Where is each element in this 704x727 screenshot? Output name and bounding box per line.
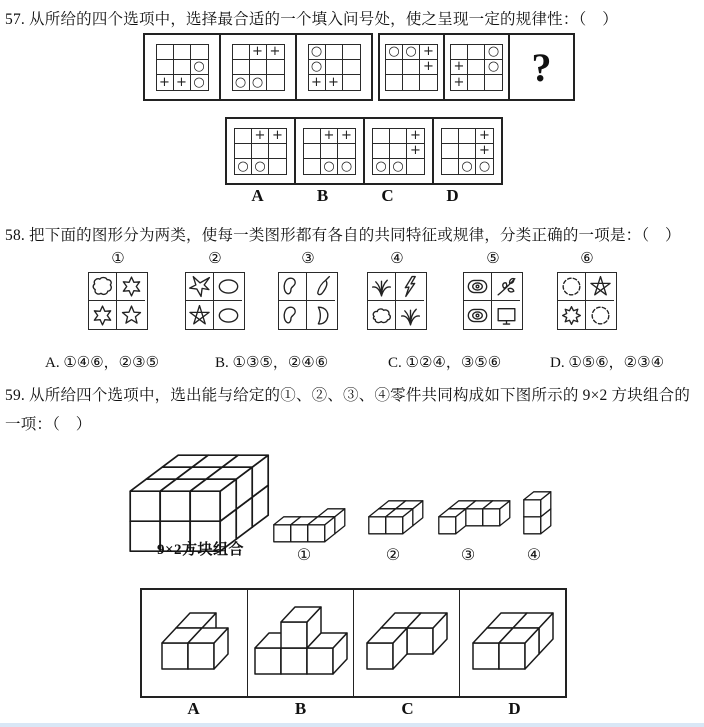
- plus-symbol: +: [451, 60, 468, 75]
- empty-cell: [343, 60, 360, 75]
- question-mark: ?: [531, 44, 552, 90]
- empty-cell: [373, 144, 390, 159]
- empty-cell: [157, 45, 174, 60]
- empty-cell: [267, 60, 284, 75]
- empty-cell: [459, 129, 476, 144]
- q57-sequence-grid-2: [219, 33, 297, 101]
- empty-cell: [420, 75, 437, 90]
- plus-symbol: +: [267, 45, 284, 60]
- plus-symbol: +: [407, 129, 424, 144]
- q59-piece-3-figure: [436, 498, 513, 542]
- empty-cell: [174, 60, 191, 75]
- q58-figure-6: [557, 250, 617, 330]
- pentagram-icon: [588, 274, 613, 299]
- q58-figure-5-number: ⑤: [486, 251, 500, 267]
- footer-strip: [0, 723, 704, 727]
- kidney-icon: [280, 274, 305, 299]
- plant-icon: [369, 274, 394, 299]
- empty-cell: [343, 75, 360, 90]
- shape-cell: [214, 301, 242, 329]
- empty-cell: [442, 129, 459, 144]
- pentagram-icon: [187, 303, 212, 328]
- q59-option-d-figure: [459, 590, 565, 696]
- q59-piece-3-label: ③: [460, 547, 476, 564]
- q57-answer-row: [225, 117, 503, 185]
- q57-sequence-right-group: [378, 33, 575, 101]
- plus-symbol: +: [321, 129, 338, 144]
- empty-cell: [321, 144, 338, 159]
- empty-cell: [403, 75, 420, 90]
- q59-piece-2-figure: [366, 498, 426, 542]
- star6-icon: [119, 274, 144, 299]
- circle-symbol: ○: [478, 158, 491, 174]
- q58-figure-2: [185, 250, 245, 330]
- shape-cell: [279, 273, 307, 301]
- plant-icon: [398, 303, 423, 328]
- q57-sequence-grid-3: [295, 33, 373, 101]
- q57-sequence-left-group: [143, 33, 373, 101]
- q57-option-a-figure: [225, 117, 296, 185]
- empty-cell: [459, 144, 476, 159]
- empty-cell: [468, 45, 485, 60]
- q59-main-block-label: 9×2方块组合: [157, 542, 245, 558]
- empty-cell: [468, 75, 485, 90]
- empty-cell: [326, 60, 343, 75]
- cube-drawing: [364, 610, 450, 672]
- q59-piece-4-label: ④: [526, 547, 542, 564]
- circle-symbol: ○: [309, 45, 326, 60]
- empty-cell: [191, 45, 208, 60]
- empty-cell: [451, 45, 468, 60]
- empty-cell: [304, 129, 321, 144]
- q59-piece-1-label: ①: [296, 547, 312, 564]
- q57-sequence-grid-4: [378, 33, 445, 101]
- q57-question-mark-box: [508, 33, 575, 101]
- star5-icon: [119, 303, 144, 328]
- q57-sequence-grid-5: [443, 33, 510, 101]
- lightning-icon: [398, 274, 423, 299]
- q58-figure-6-number: ⑥: [580, 251, 594, 267]
- shape-cell: [368, 301, 396, 329]
- plus-symbol: +: [476, 129, 493, 144]
- circle-symbol: ○: [403, 45, 420, 60]
- q57-option-d-figure: [432, 117, 503, 185]
- cloud-icon: [369, 303, 394, 328]
- empty-cell: [174, 45, 191, 60]
- empty-cell: [407, 159, 424, 174]
- shape-cell: [586, 273, 614, 301]
- circle-symbol: ○: [235, 159, 252, 174]
- q58-figure-5: [463, 250, 523, 330]
- circle-symbol: ○: [485, 60, 502, 75]
- circle-symbol: ○: [252, 159, 269, 174]
- monitor-icon: [494, 303, 519, 328]
- empty-cell: [343, 45, 360, 60]
- shape-cell: [492, 301, 520, 329]
- empty-cell: [252, 144, 269, 159]
- circle-symbol: ○: [373, 159, 390, 174]
- empty-cell: [326, 45, 343, 60]
- empty-cell: [304, 144, 321, 159]
- q58-figure-2-number: ②: [208, 251, 222, 267]
- plus-symbol: +: [451, 75, 468, 90]
- plus-symbol: +: [326, 75, 343, 90]
- q59-option-labels: [140, 699, 568, 719]
- plus-symbol: +: [476, 144, 493, 159]
- wreath-icon: [588, 303, 613, 328]
- shape-cell: [307, 273, 335, 301]
- q58-figure-4: [367, 250, 427, 330]
- shape-cell: [186, 273, 214, 301]
- plus-symbol: +: [420, 60, 437, 75]
- empty-cell: [250, 60, 267, 75]
- cube-drawing: [521, 489, 554, 537]
- empty-cell: [304, 159, 321, 174]
- q59-option-b-figure: [247, 590, 353, 696]
- circle-symbol: ○: [386, 45, 403, 60]
- empty-cell: [157, 60, 174, 75]
- cube-drawing: [252, 604, 350, 677]
- circle-symbol: ○: [309, 60, 326, 75]
- q57-option-a-label: A: [251, 186, 264, 205]
- q57-option-c-figure: [363, 117, 434, 185]
- plus-symbol: +: [157, 75, 174, 90]
- oval-icon: [216, 274, 241, 299]
- plus-symbol: +: [420, 45, 437, 60]
- circle-symbol: ○: [459, 159, 476, 174]
- empty-cell: [235, 144, 252, 159]
- plus-symbol: +: [269, 129, 286, 144]
- empty-cell: [485, 75, 502, 90]
- kidney-icon: [280, 303, 305, 328]
- circle-symbol: ○: [390, 159, 407, 174]
- q59-option-b-label: B: [294, 699, 307, 718]
- shape-cell: [89, 301, 117, 329]
- empty-cell: [233, 60, 250, 75]
- plus-symbol: +: [338, 129, 355, 144]
- shape-cell: [586, 301, 614, 329]
- q57-option-labels: [225, 186, 485, 206]
- plus-symbol: +: [309, 75, 326, 90]
- q58-option-c: C. ①②④，③⑤⑥: [388, 355, 502, 371]
- q59-piece-1-figure: [271, 506, 348, 550]
- q59-option-c-figure: [353, 590, 459, 696]
- q58-figure-1: [88, 250, 148, 330]
- q58-figure-1-number: ①: [111, 251, 125, 267]
- empty-cell: [390, 144, 407, 159]
- question-59-text: 59. 从所给四个选项中，选出能与给定的①、②、③、④零件共同构成如下图所示的 9×2 方块组合的一项：（ ）: [5, 387, 691, 433]
- oval-icon: [216, 303, 241, 328]
- cube-drawing: [436, 498, 513, 537]
- shape-cell: [117, 273, 145, 301]
- q58-option-b: B. ①③⑤，②④⑥: [215, 355, 329, 371]
- wreath-icon: [559, 274, 584, 299]
- empty-cell: [386, 75, 403, 90]
- q59-piece-4-figure: [521, 489, 554, 542]
- q58-option-d: D. ①⑤⑥，②③④: [550, 355, 665, 371]
- cube-drawing: [470, 610, 556, 672]
- q57-option-b-label: B: [316, 186, 329, 205]
- question-57-text: 57. 从所给的四个选项中，选择最合适的一个填入问号处，使之呈现一定的规律性：（ ）: [5, 11, 618, 28]
- circle-symbol: ○: [250, 75, 267, 90]
- shape-cell: [368, 273, 396, 301]
- q57-option-c-label: C: [381, 186, 394, 205]
- shape-cell: [396, 301, 424, 329]
- shape-cell: [558, 273, 586, 301]
- q58-option-a: A. ①④⑥，②③⑤: [45, 355, 160, 371]
- q59-answer-table: [140, 588, 567, 698]
- empty-cell: [269, 144, 286, 159]
- target-icon: [465, 303, 490, 328]
- q59-option-d-label: D: [508, 699, 521, 718]
- q57-option-b-figure: [294, 117, 365, 185]
- empty-cell: [468, 60, 485, 75]
- shape-cell: [89, 273, 117, 301]
- empty-cell: [373, 129, 390, 144]
- shape-cell: [279, 301, 307, 329]
- circle-symbol: ○: [321, 159, 338, 174]
- empty-cell: [233, 45, 250, 60]
- question-58-text: 58. 把下面的图形分为两类，使每一类图形都有各自的共同特征或规律，分类正确的一项是：（ ）: [5, 227, 681, 244]
- shape-cell: [464, 273, 492, 301]
- circle-symbol: ○: [191, 60, 208, 75]
- q59-option-c-label: C: [401, 699, 414, 718]
- spikystar-icon: [187, 274, 212, 299]
- q57-option-d-label: D: [446, 186, 459, 205]
- empty-cell: [267, 75, 284, 90]
- eggplant-icon: [309, 274, 334, 299]
- shape-cell: [214, 273, 242, 301]
- cube-drawing: [366, 498, 426, 537]
- empty-cell: [442, 159, 459, 174]
- shape-cell: [186, 301, 214, 329]
- shape-cell: [117, 301, 145, 329]
- plus-symbol: +: [250, 45, 267, 60]
- q59-option-a-label: A: [187, 699, 200, 718]
- blob-icon: [90, 274, 115, 299]
- circle-symbol: ○: [233, 75, 250, 90]
- q59-piece-2-label: ②: [385, 547, 401, 564]
- plus-symbol: +: [407, 144, 424, 159]
- shape-cell: [558, 301, 586, 329]
- empty-cell: [269, 159, 286, 174]
- q57-sequence-grid-1: [143, 33, 221, 101]
- empty-cell: [338, 144, 355, 159]
- plus-symbol: +: [174, 75, 191, 90]
- shape-cell: [492, 273, 520, 301]
- empty-cell: [235, 129, 252, 144]
- q59-option-a-figure: [142, 590, 247, 696]
- star6-icon: [90, 303, 115, 328]
- empty-cell: [386, 60, 403, 75]
- plus-symbol: +: [252, 129, 269, 144]
- empty-cell: [442, 144, 459, 159]
- cube-drawing: [159, 610, 231, 672]
- q58-figure-3-number: ③: [301, 251, 315, 267]
- target-icon: [465, 274, 490, 299]
- star8-icon: [559, 303, 584, 328]
- q58-figure-4-number: ④: [390, 251, 404, 267]
- empty-cell: [390, 129, 407, 144]
- cube-drawing: [271, 506, 348, 545]
- circle-symbol: ○: [340, 158, 353, 174]
- q58-figure-3: [278, 250, 338, 330]
- shape-cell: [307, 301, 335, 329]
- empty-cell: [403, 60, 420, 75]
- circle-symbol: ○: [485, 45, 502, 60]
- circle-symbol: ○: [193, 74, 205, 90]
- dshape-icon: [309, 303, 334, 328]
- shape-cell: [464, 301, 492, 329]
- shape-cell: [396, 273, 424, 301]
- branch-icon: [494, 274, 519, 299]
